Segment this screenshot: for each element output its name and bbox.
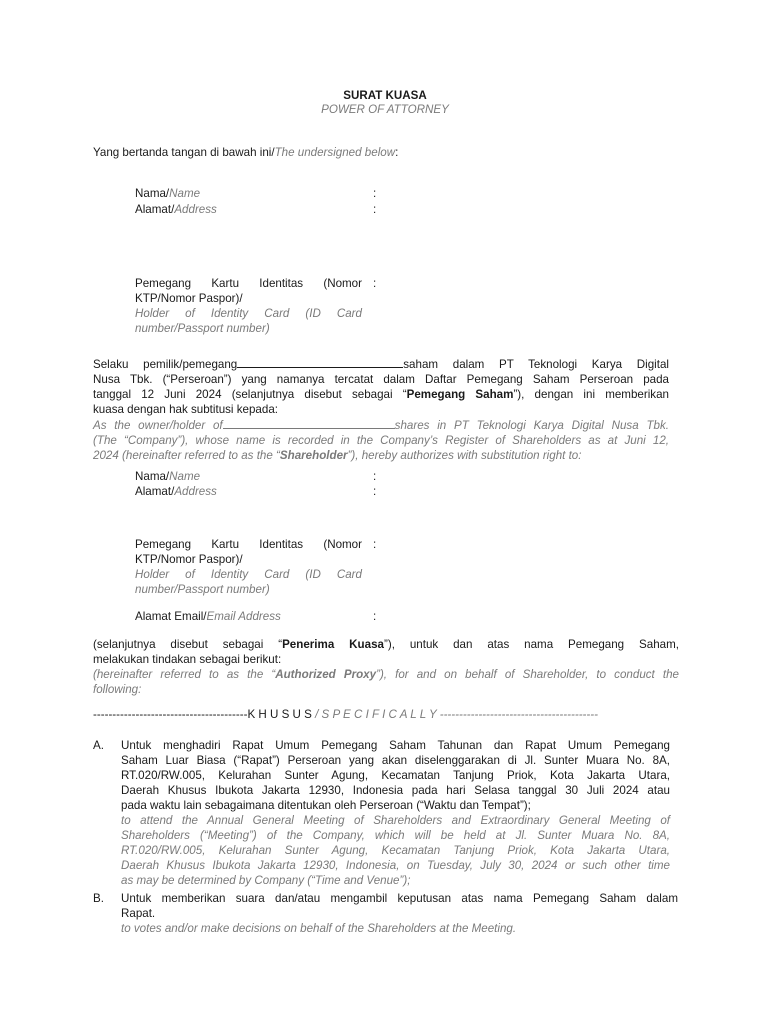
document-subtitle: POWER OF ATTORNEY: [321, 103, 449, 116]
authorized-paragraph: (selanjutnya disebut sebagai “Penerima Kuasa”), untuk dan atas nama Pemegang Saham, melakukan tindakan sebagai berikut: (hereinafter referred to as the “Authorized Proxy”), for and on behalf of Shareholder, to conduct the following:: [93, 638, 679, 696]
proxy-name-label: Nama/Name: [135, 470, 201, 483]
proxy-idcard-label: Pemegang Kartu Identitas (Nomor KTP/Nomor Paspor)/ Holder of Identity Card (ID Card number/Passport number): [135, 538, 362, 596]
item-b-marker: B.: [93, 892, 104, 905]
grantor-address-label: Alamat/Address: [135, 203, 217, 216]
proxy-email-colon: :: [373, 610, 377, 623]
share-count-blank-en[interactable]: [223, 417, 395, 429]
grantor-idcard-label: Pemegang Kartu Identitas (Nomor KTP/Nomor Paspor)/ Holder of Identity Card (ID Card number/Passport number): [135, 277, 362, 335]
proxy-idcard-colon: :: [373, 538, 377, 551]
item-b-text: Untuk memberikan suara dan/atau mengambil keputusan atas nama Pemegang Saham dalam Rapat. to votes and/or make decisions on behalf of the Shareholders at the Meeting.: [121, 892, 678, 935]
item-a-marker: A.: [93, 739, 104, 752]
grantor-name-colon: :: [373, 187, 377, 200]
grantor-address-colon: :: [373, 203, 377, 216]
grantor-idcard-colon: :: [373, 277, 377, 290]
intro-line: [93, 145, 398, 160]
document-title: SURAT KUASA: [343, 89, 427, 102]
share-count-blank[interactable]: [237, 356, 403, 368]
intro-id: Yang bertanda tangan di bawah ini/: [93, 146, 275, 159]
intro-colon: :: [395, 146, 399, 159]
proxy-name-colon: :: [373, 470, 377, 483]
proxy-address-label: Alamat/Address: [135, 485, 217, 498]
proxy-email-label: Alamat Email/Email Address: [135, 610, 281, 623]
ownership-paragraph: Selaku pemilik/pemegang saham dalam PT Teknologi Karya Digital Nusa Tbk. (“Perseroan”) yang namanya tercatat dalam Daftar Pemegang Saham Perseroan pada tanggal 12 Juni 2024 (selanjutnya disebut sebagai “Pemegang Saham”), dengan ini memberikan kuasa dengan hak subtitusi kepada: As the owner/holder of shares in PT Teknologi Karya Digital Nusa Tbk. (The “Company”), whose name is recorded in the Company’s Register of Shareholders as at Juni 12, 2024 (hereinafter referred to as the “Shareholder”), hereby authorizes with substitution right to:: [93, 358, 669, 462]
item-a-text: Untuk menghadiri Rapat Umum Pemegang Saham Tahunan dan Rapat Umum Pemegang Saham Luar Biasa (“Rapat”) Perseroan yang akan diselenggarakan di Jl. Sunter Muara No. 8A, RT.020/RW.005, Kelurahan Sunter Agung, Kecamatan Tanjung Priok, Kota Jakarta Utara, Daerah Khusus Ibukota Jakarta 12930, Indonesia pada hari Selasa tanggal 30 Juli 2024 atau pada waktu lain sebagaimana ditentukan oleh Perseroan (“Waktu dan Tempat”); to attend the Annual General Meeting of Shareholders and Extraordinary General Meeting of Shareholders (“Meeting”) of the Company, which will be held at Jl. Sunter Muara No. 8A, RT.020/RW.005, Kelurahan Sunter Agung, Kecamatan Tanjung Priok, Kota Jakarta Utara, Daerah Khusus Ibukota Jakarta 12930, Indonesia, on Tuesday, July 30, 2024 or such other time as may be determined by Company (“Time and Venue”);: [121, 739, 670, 887]
grantor-name-label: Nama/Name: [135, 187, 201, 200]
proxy-address-colon: :: [373, 485, 377, 498]
intro-en: The undersigned below: [274, 146, 396, 159]
specifically-divider: ----------------------------------------K H U S U S / S P E C I F I C A L L Y -----------------------------------------: [93, 708, 598, 721]
